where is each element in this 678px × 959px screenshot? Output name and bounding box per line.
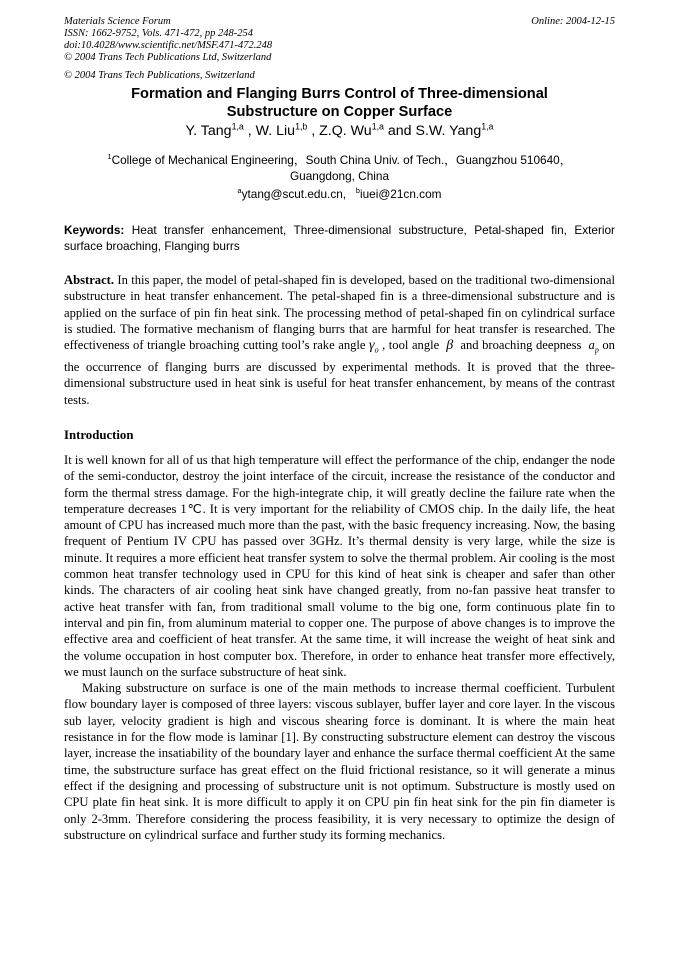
- beta-symbol: β: [446, 338, 454, 354]
- abstract-label: Abstract.: [64, 273, 115, 287]
- abstract-text: , tool angle: [378, 338, 443, 353]
- author-affil-marker: 1,a: [481, 121, 494, 132]
- author-name: Z.Q. Wu: [319, 123, 372, 139]
- email-address-b[interactable]: iuei@21cn.com: [359, 187, 442, 201]
- gamma-subscript: o: [374, 345, 379, 355]
- doi-link[interactable]: doi:10.4028/www.scientific.net/MSF.471-472.248: [64, 40, 273, 51]
- email-marker: b: [355, 186, 360, 196]
- affiliation-line-1: College of Mechanical Engineering，South China Univ. of Tech.，Guangzhou 510640，: [111, 153, 572, 167]
- email-address-a[interactable]: ytang@scut.edu.cn,: [241, 187, 347, 201]
- author-name: Y. Tang: [185, 123, 232, 139]
- paragraph: It is well known for all of us that high temperature will effect the performance of the chip, endanger the node of the semi-conductor, destroy the joint interface of the circuit, increase the resistance of the conductor and form the thermal stress damage. For the high-integrate chip, it will greatly decline the failure rate when the temperature decreases 1℃. It is very important for the reliability of CMOS chip. In the daily life, the heat amount of CPU has increased much more than the past, with the basic frequency increasing. Now, the basing frequent of Pentium IV CPU has passed over 3GHz. It’s thermal density is very large, while the size is minute. It requires a more efficient heat transfer system to solve the thermal problem. Air cooling is the most common heat transfer technology used in CPU for this kind of heat sink is cheaper and safer than other kinds. The characters of air cooling heat sink have changed greatly, from no-fan passive heat transfer to active heat transfer with fan, from traditional small volume to the big one, form continuous plate fin to interval and pin fin, from aluminum material to copper one. The purpose of above changes is to improve the effective area and coefficient of heat transfer. At the same time, it will increase the weight of heat sink and the volume occupation in host computer box. Therefore, in order to enhance heat transfer more effectively, we must launch on the surface substructure of heat sink.: [64, 453, 615, 679]
- author-list: [64, 123, 615, 139]
- affiliation-line-2: Guangdong, China: [289, 169, 390, 183]
- author-separator: ,: [307, 123, 320, 139]
- section-heading-introduction: Introduction: [64, 428, 134, 442]
- keywords-text: Heat transfer enhancement, Three-dimensional substructure, Petal-shaped fin, Exterior surface broaching, Flanging burrs: [64, 223, 615, 253]
- online-date: Online: 2004-12-15: [531, 16, 615, 27]
- abstract-block: [64, 272, 615, 408]
- doi-line[interactable]: [64, 40, 272, 51]
- a-symbol: a: [588, 338, 595, 353]
- affiliation-marker: 1: [107, 152, 112, 162]
- keywords-label: Keywords:: [64, 223, 125, 237]
- author-name: W. Liu: [255, 123, 296, 139]
- abstract-text: on the occurrence of flanging burrs are discussed by experimental methods. It is proved that the three-dimensional substructure used in heat sink is useful for heat transfer enhancement, by means of the contrast tests.: [64, 338, 615, 407]
- author-separator: ,: [243, 123, 256, 139]
- copyright-line-2: © 2004 Trans Tech Publications, Switzerland: [64, 70, 255, 81]
- copyright-line: © 2004 Trans Tech Publications Ltd, Switzerland: [64, 52, 272, 63]
- a-subscript: p: [594, 345, 599, 355]
- author-affil-marker: 1,b: [295, 121, 308, 132]
- title-line-2: Substructure on Copper Surface: [226, 104, 453, 120]
- title-line-1: Formation and Flanging Burrs Control of Three-dimensional: [131, 86, 548, 102]
- author-affil-marker: 1,a: [231, 121, 244, 132]
- author-emails: [64, 187, 615, 201]
- paper-title: [64, 85, 615, 121]
- issn-line: ISSN: 1662-9752, Vols. 471-472, pp 248-254: [64, 28, 253, 39]
- introduction-body: [64, 452, 615, 843]
- gamma-symbol: γ: [369, 338, 375, 354]
- keywords-block: [64, 222, 615, 254]
- author-name: S.W. Yang: [415, 123, 482, 139]
- author-affil-marker: 1,a: [371, 121, 384, 132]
- email-marker: a: [237, 186, 242, 196]
- paragraph: Making substructure on surface is one of the main methods to increase thermal coefficient. Turbulent flow boundary layer is composed of three layers: viscous sublayer, buffer layer and core layer. In the viscous sub layer, velocity gradient is high and viscous shearing force is dominant. It is where the main heat resistance in for the flow mode is laminar [1]. By constructing substructure element can destroy the viscous layer, increase the insatiability of the boundary layer and enhance the surface thermal coefficient At the same time, the substructure surface has great effect on the fluid frictional resistance, so it will generate a minus effect if the designing and processing of substructure unit is not optimum. Substructure is mostly used on CPU plate fin heat sink. It is more difficult to apply it on CPU pin fin heat sink for the pin fin diameter is only 2-3mm. Therefore considering the process feasibility, it is very necessary to optimize the design of substructure on cylindrical surface and further study its forming mechanics.: [64, 681, 615, 842]
- abstract-text: In this paper, the model of petal-shaped fin is developed, based on the traditional two-dimensional substructure in heat transfer enhancement. The petal-shaped fin is a three-dimensional substructure and is applied on the surface of pin fin heat sink. The processing method of petal-shaped fin on cylindrical surface is studied. The formative mechanism of flanging burrs that are harmful for heat transfer is researched. The effectiveness of triangle broaching cutting tool’s rake angle: [64, 273, 615, 353]
- journal-name: Materials Science Forum: [64, 16, 171, 27]
- abstract-text: and broaching deepness: [456, 338, 585, 353]
- affiliation: [64, 152, 615, 184]
- author-separator: and: [383, 123, 416, 139]
